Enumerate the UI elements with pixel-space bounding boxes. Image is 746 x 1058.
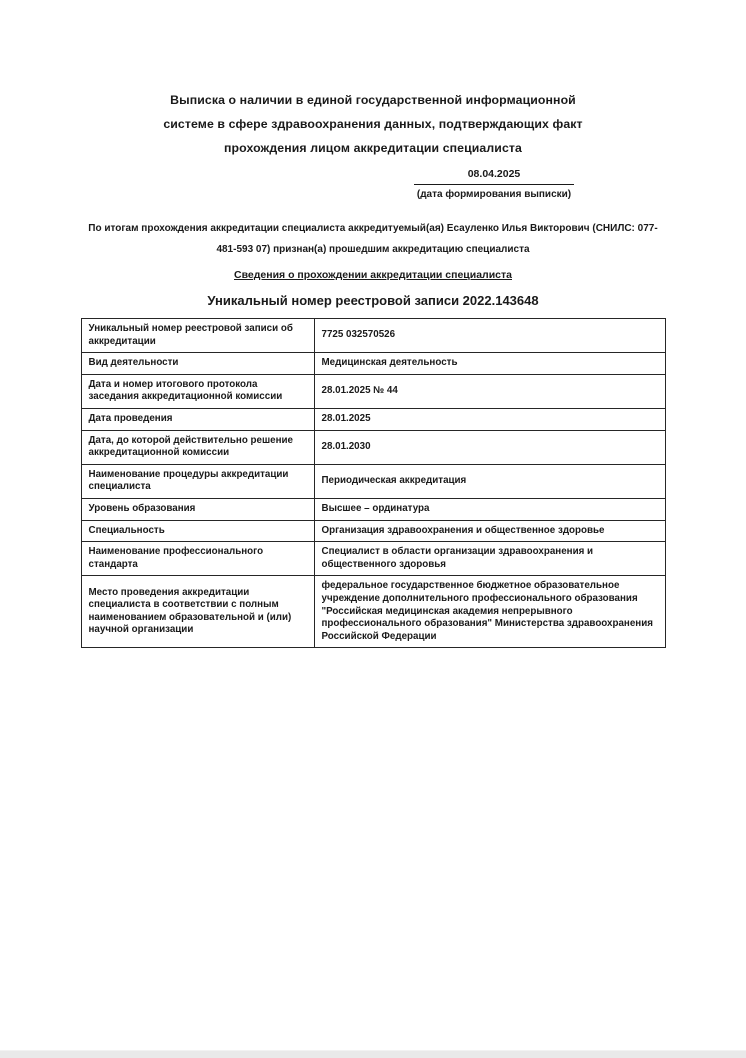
- issue-date-value: 08.04.2025: [414, 168, 574, 185]
- table-row: [81, 542, 665, 576]
- document-title-line: системе в сфере здравоохранения данных, подтверждающих факт: [163, 117, 583, 131]
- row-label-cell: Вид деятельности: [81, 353, 314, 375]
- row-label-cell: Дата, до которой действительно решение аккредитационной комиссии: [81, 430, 314, 464]
- row-label-cell: Наименование профессионального стандарта: [81, 542, 314, 576]
- table-row: [81, 430, 665, 464]
- row-value-cell: 7725 032570526: [314, 319, 665, 353]
- table-row: [81, 498, 665, 520]
- row-value-cell: 28.01.2025: [314, 408, 665, 430]
- viewport-bottom-bar: [0, 1050, 746, 1058]
- section-heading: Сведения о прохождении аккредитации специалиста: [234, 269, 512, 281]
- row-value-cell: 28.01.2030: [314, 430, 665, 464]
- row-label-cell: Дата и номер итогового протокола заседания аккредитационной комиссии: [81, 374, 314, 408]
- row-value-cell: Организация здравоохранения и общественное здоровье: [314, 520, 665, 542]
- intro-paragraph: По итогам прохождения аккредитации специалиста аккредитуемый(ая) Есауленко Илья Викторович (СНИЛС: 077-481-593 07) признан(а) прошедшим аккредитацию специалиста: [88, 223, 658, 255]
- table-row: [81, 464, 665, 498]
- document-title: [0, 0, 746, 160]
- row-label-cell: Место проведения аккредитации специалиста в соответствии с полным наименованием образовательной и (или) научной организации: [81, 576, 314, 648]
- row-value-cell: федеральное государственное бюджетное образовательное учреждение дополнительного профессионального образования "Российская медицинская академия непрерывного профессионального образования" Министерства здравоохранения Российской Федерации: [314, 576, 665, 648]
- table-row: [81, 374, 665, 408]
- document-title-line: Выписка о наличии в единой государственной информационной: [170, 93, 576, 107]
- accreditation-table: [81, 318, 666, 648]
- table-row: [81, 353, 665, 375]
- row-value-cell: Специалист в области организации здравоохранения и общественного здоровья: [314, 542, 665, 576]
- row-label-cell: Уникальный номер реестровой записи об аккредитации: [81, 319, 314, 353]
- row-label-cell: Наименование процедуры аккредитации специалиста: [81, 464, 314, 498]
- row-label-cell: Специальность: [81, 520, 314, 542]
- row-label-cell: Уровень образования: [81, 498, 314, 520]
- row-value-cell: Медицинская деятельность: [314, 353, 665, 375]
- row-value-cell: 28.01.2025 № 44: [314, 374, 665, 408]
- row-value-cell: Высшее – ординатура: [314, 498, 665, 520]
- table-row: [81, 319, 665, 353]
- issue-date-block: [414, 168, 574, 202]
- registry-number-heading: Уникальный номер реестровой записи 2022.143648: [207, 293, 539, 308]
- table-row: [81, 408, 665, 430]
- issue-date-caption: (дата формирования выписки): [416, 189, 572, 200]
- table-row: [81, 520, 665, 542]
- document-title-line: прохождения лицом аккредитации специалиста: [224, 141, 522, 155]
- row-label-cell: Дата проведения: [81, 408, 314, 430]
- table-row: [81, 576, 665, 648]
- row-value-cell: Периодическая аккредитация: [314, 464, 665, 498]
